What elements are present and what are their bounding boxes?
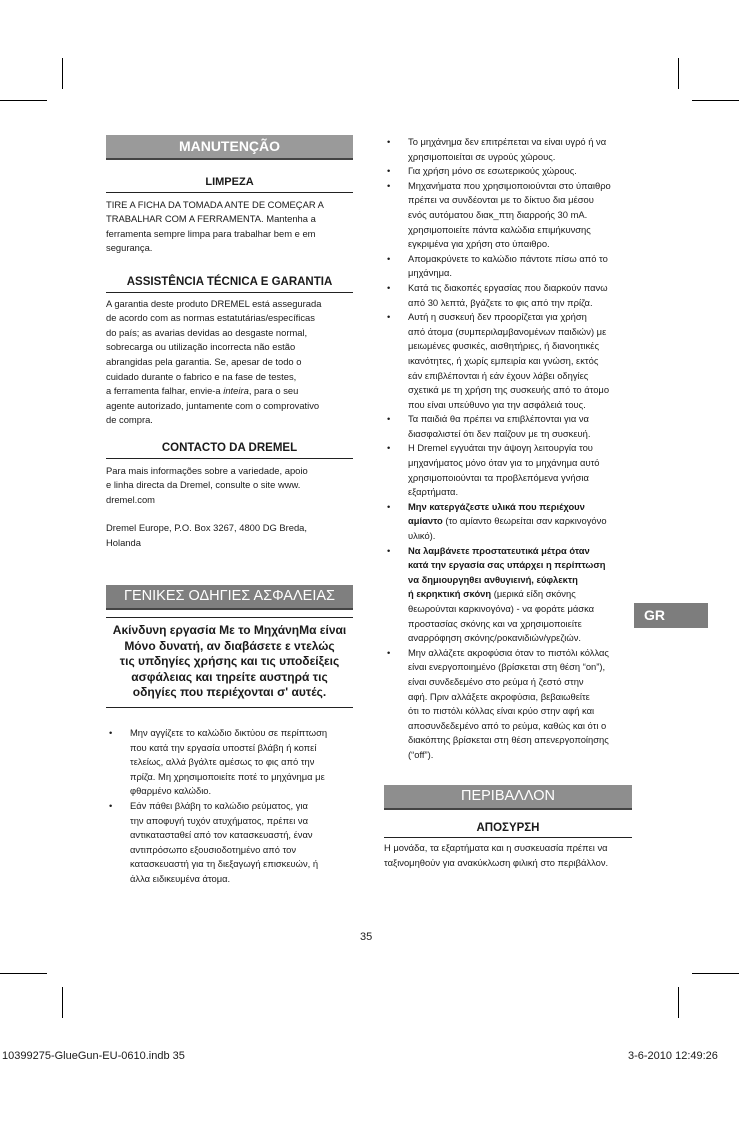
text-segment: (το αμίαντο θεωρείται σαν καρκινογόνο [442,515,607,527]
text-line: είναι ενεργοποιημένο (βρίσκεται στη θέση “on”), [408,661,606,673]
text-line: abrangidas pela garantia. Se, apesar de todo o [106,355,302,367]
text-line: • Τα παιδιά θα πρέπει να επιβλέπονται για να [408,413,589,425]
page-number: 35 [360,931,373,943]
disposal-text [384,838,632,870]
list-item [384,310,632,412]
text-line: • Μην αλλάζετε ακροφύσια όταν το πιστόλι κόλλας [408,646,609,658]
list-item [384,281,632,310]
list-item [384,646,632,763]
text-line: μηχάνημα. [408,267,453,279]
list-item [384,252,632,281]
text-line: εγκριμένα για χρήση στο ύπαιθρο. [408,238,550,250]
text-line [408,587,632,602]
text-line: • Για χρήση μόνο σε εσωτερικούς χώρους. [408,165,577,177]
list-item [384,179,632,252]
text-line: τελείως, αλλά βγάλτε αμέσως το φις από την [130,756,315,768]
text-line: agente autorizado, juntamente com o comprovativo [106,399,320,411]
section-title-safety: ΓΕΝΙΚΕΣ ΟΔΗΓΙΕΣ ΑΣΦΑΛΕΙΑΣ [106,585,353,610]
text-line: διακόπτης βρίσκεται στη θέση απενεργοποίησης [408,734,609,746]
text-line: sobrecarga ou utilização incorrecta não estão [106,341,296,353]
left-column [106,135,353,887]
crop-mark [62,987,63,1018]
text-line: κατά την εργασία σας υπάρχει η περίπτωση [408,559,606,571]
right-column [384,135,632,870]
safety-warning [106,617,353,708]
text-line: • Απομακρύνετε το καλώδιο πάντοτε πίσω από το [408,252,608,264]
list-item [384,544,632,646]
text-line: • Η Dremel εγγυάται την άψογη λειτουργία του [408,442,593,454]
text-line: cuidado durante o fabrico e na fase de testes, [106,370,297,382]
crop-mark [0,100,47,101]
text-segment: a ferramenta falhar, envie-a [106,385,224,397]
assistencia-heading: ASSISTÊNCIA TÉCNICA E GARANTIA [106,273,353,293]
text-segment: (μερικά είδη σκόνης [491,588,576,600]
text-line: που είναι υπεύθυνο για την ασφάλειά τους. [408,398,586,410]
text-line: TIRE A FICHA DA TOMADA ANTE DE COMEÇAR A [106,198,324,210]
crop-mark [62,58,63,89]
list-item [384,500,632,544]
text-line: αναρρόφηση σκόνης/ροκανιδιών/γρεζιών. [408,632,581,644]
text-line: εάν επιβλέπονται ή εάν έχουν λάβει οδηγίες [408,369,589,381]
text-line: TRABALHAR COM A FERRAMENTA. Mantenha a [106,213,316,225]
disposal-heading: ΑΠΟΣΥΡΣΗ [384,819,632,839]
section-title-environment: ΠΕΡΙΒΑΛΛΟΝ [384,785,632,810]
text-line: de acordo com as normas estatutárias/específicas [106,312,315,324]
text-line: πρέπει να συνδέονται με το δίκτυο δια μέσου [408,194,594,206]
text-line: εξαρτήματα. [408,486,459,498]
footer-file-info: 10399275-GlueGun-EU-0610.indb 35 [2,1050,185,1062]
text-line: αφή. Πριν αλλάξετε ακροφύσια, βεβαιωθείτε [408,690,590,702]
footer-timestamp: 3-6-2010 12:49:26 [628,1050,718,1062]
crop-mark [692,100,739,101]
list-item [384,412,632,441]
text-line: ικανότητες, ή χωρίς εμπειρία και γνώση, εκτός [408,354,599,366]
text-line: • Το μηχάνημα δεν επιτρέπεται να είναι υγρό ή να [408,136,607,147]
text-line: • Μην αγγίζετε το καλώδιο δικτύου σε περίπτωση [130,726,328,738]
text-line: Η μονάδα, τα εξαρτήματα και η συσκευασία πρέπει να [384,842,608,854]
text-line: do país; as avarias devidas ao desgaste normal, [106,326,308,338]
text-line: segurança. [106,242,153,254]
text-line: να δημιουργηθει ανθυγιεινή, εύφλεκτη [408,573,578,585]
text-line: υλικό). [408,530,436,542]
crop-mark [678,987,679,1018]
text-line: Holanda [106,536,141,548]
contacto-heading: CONTACTO DA DREMEL [106,439,353,459]
text-line: αντικατασταθεί από τον κατασκευαστή, έναν [130,829,313,841]
list-item [106,726,353,799]
warning-line: ασφάλειας και τηρείτε αυστηρά τις [131,669,328,684]
text-line: από άτομα (συμπεριλαμβανομένων παιδιών) με [408,325,607,337]
bold-segment: αμίαντο [408,515,443,527]
text-line: (“off”). [408,748,434,760]
warning-line: οδηγίες που περιέχονται σ' αυτές. [132,685,327,700]
limpeza-text [106,193,353,256]
safety-list-left [106,726,353,887]
list-item [384,441,632,499]
text-line: άλλα ειδικευμένα άτομα. [130,872,231,884]
text-line: • Να λαμβάνετε προστατευτικά μέτρα όταν [408,544,590,556]
text-line: θεωρούνται καρκινογόνα) - να φοράτε μάσκα [408,603,595,614]
text-line: αντιπρόσωπο εξουσιοδοτημένο από τον [130,843,297,855]
text-line: ενός αυτόματου διακ_πτη διαρροής 30 mA. [408,208,588,220]
text-line: μειωμένες φυσικές, αισθητήριες, ή διανοητικές [408,340,600,352]
text-line: αποσυνδεδεμένο από το ρεύμα, καθώς και ότι ο [408,719,607,731]
list-item [384,135,632,164]
crop-mark [692,973,739,974]
text-line: χρησιμοποιείτε πάντα καλώδια επιμήκυνσης [408,223,591,235]
text-line: διασφαλιστεί ότι δεν παίζουν με τη συσκευή. [408,427,591,439]
limpeza-heading: LIMPEZA [106,173,353,193]
text-line: de compra. [106,414,153,426]
text-line: την αποφυγή τυχόν ατυχήματος, πρέπει να [130,814,309,826]
list-item [384,164,632,179]
text-line: ταξινομηθούν για ανακύκλωση φιλική στο περιβάλλον. [384,856,609,868]
text-line [106,384,353,399]
text-line: Para mais informações sobre a variedade, apoio [106,464,308,476]
text-segment: , para o seu [248,385,299,397]
text-line: e linha directa da Dremel, consulte o site www. [106,479,301,491]
crop-mark [678,58,679,89]
bold-segment: ή εκρηκτική σκόνη [408,588,492,600]
text-line: • Αυτή η συσκευή δεν προορίζεται για χρήση [408,311,587,323]
warning-line: Ακίνδυνη εργασία Με το ΜηχάνηΜα είναι [112,623,347,638]
text-line: που κατά την εργασία υποστεί βλάβη ή κοπεί [130,741,317,753]
list-item [106,799,353,887]
text-line: σχετικά με τη χρήση της συσκευής από το άτομο [408,384,610,396]
text-line: φθαρμένο καλώδιο. [130,785,212,797]
text-line: από 30 λεπτά, βγάζετε το φις από την πρίζα. [408,296,593,308]
text-line: Dremel Europe, P.O. Box 3267, 4800 DG Breda, [106,522,307,534]
text-line: • Μηχανήματα που χρησιμοποιούνται στο ύπαιθρο [408,179,611,191]
text-line: dremel.com [106,493,155,505]
text-line: A garantia deste produto DREMEL está assegurada [106,297,322,309]
section-title-manutencao: MANUTENÇÃO [106,135,353,160]
text-line: χρησιμοποιούνται τα προβλεπόμενα γνήσια [408,471,589,483]
text-line: • Μην κατεργάζεστε υλικά που περιέχουν [408,500,585,512]
assistencia-text [106,293,353,428]
text-line: προστασίας σκόνης και να χρησιμοποιείτε [408,617,582,629]
warning-line: τις υπδηγίες χρήσης και τις υποδείξεις [119,654,340,669]
text-line: μηχανήματος μόνο όταν για το μηχάνημα αυτό [408,457,600,469]
text-line: • Εάν πάθει βλάβη το καλώδιο ρεύματος, για [130,799,308,811]
text-line: πρίζα. Μη χρησιμοποιείτε ποτέ το μηχάνημα με [130,770,325,782]
italic-word: inteira [223,385,249,397]
text-line: ferramenta sempre limpa para trabalhar bem e em [106,227,316,239]
text-line: χρησιμοποιείται σε υγρούς χώρους. [408,150,556,162]
warning-line: Μόνο δυνατή, αν διαβάσετε ε ντελώς [124,638,335,653]
safety-list-right [384,135,632,763]
language-tab: GR [634,603,708,628]
text-line [408,514,632,529]
text-line: κατασκευαστή για τη διεξαγωγή επισκευών, ή [130,858,319,870]
crop-mark [0,973,47,974]
text-line: ότι το πιστόλι κόλλας είναι κρύο στην αφή και [408,705,595,717]
text-line: • Κατά τις διακοπές εργασίας που διαρκούν πανω [408,281,608,293]
contacto-text [106,459,353,551]
text-line: είναι συνδεδεμένο στο ρεύμα ή ζεστό στην [408,675,584,687]
